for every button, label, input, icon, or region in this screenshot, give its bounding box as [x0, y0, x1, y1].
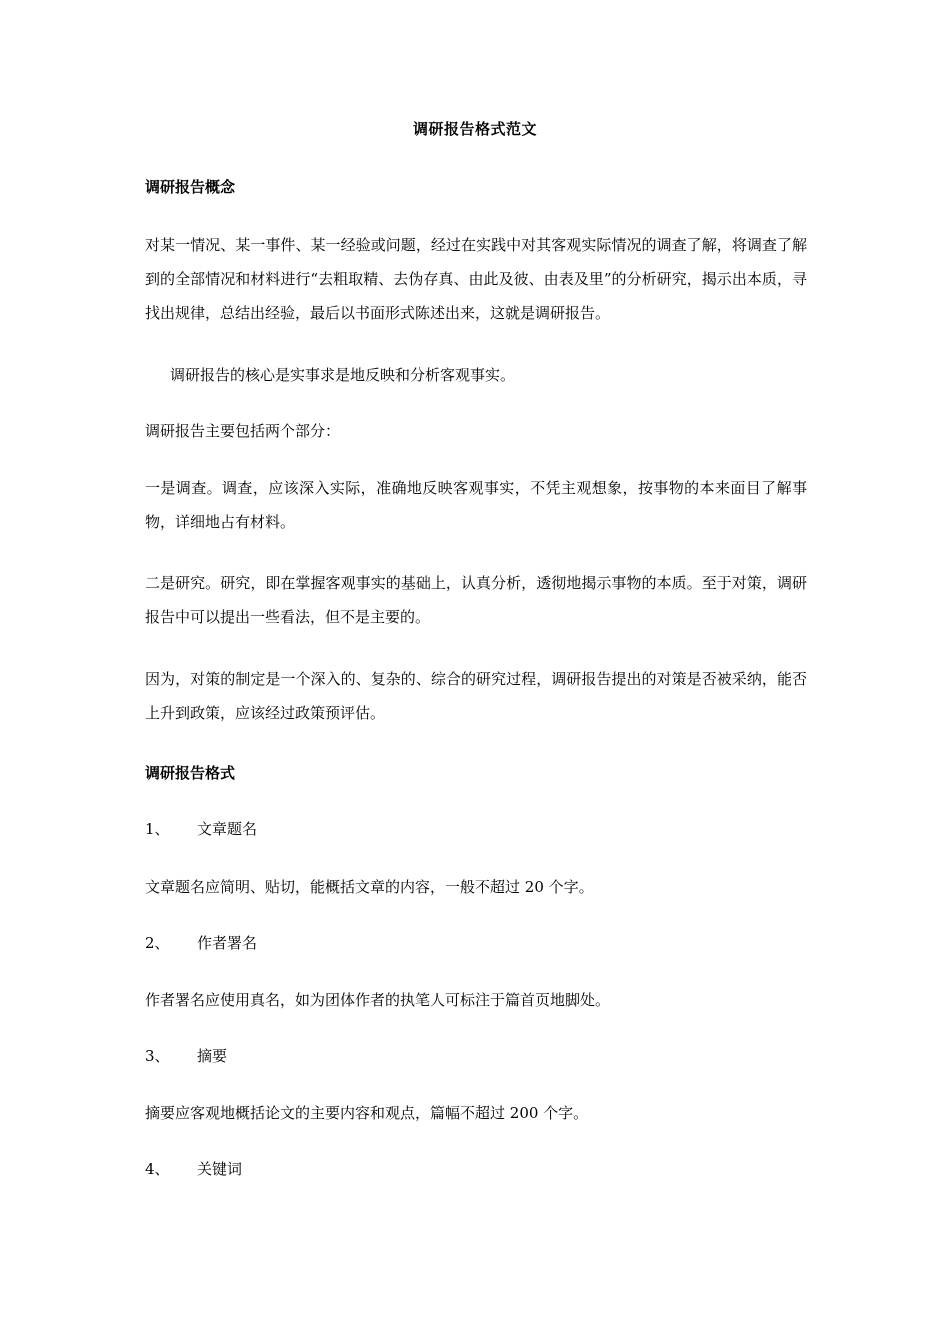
paragraph-investigation [145, 471, 807, 539]
paragraph-countermeasures [145, 662, 807, 730]
document-title: 调研报告格式范文 [412, 120, 537, 138]
list-item-keywords [145, 1158, 242, 1179]
paragraph-definition [145, 228, 807, 330]
paragraph-core [170, 358, 810, 392]
list-item-number: 1、 [145, 820, 170, 838]
paragraph-text: 调研报告主要包括两个部分： [145, 422, 341, 440]
paragraph-text: 一是调查。调查，应该深入实际，准确地反映客观事实，不凭主观想象，按事物的本来面目了解事物，详细地占有材料。 [145, 479, 807, 531]
list-item-description: 作者署名应使用真名，如为团体作者的执笔人可标注于篇首页地脚处。 [145, 991, 611, 1009]
list-item-number: 4、 [145, 1160, 170, 1178]
paragraph-text: 对某一情况、某一事件、某一经验或问题，经过在实践中对其客观实际情况的调查了解，将调查了解到的全部情况和材料进行“去粗取精、去伪存真、由此及彼、由表及里”的分析研究，揭示出本质，寻找出规律，总结出经验，最后以书面形式陈述出来，这就是调研报告。 [145, 236, 807, 322]
section-heading-concept: 调研报告概念 [145, 178, 236, 196]
list-item-label: 文章题名 [197, 820, 258, 838]
paragraph-parts-intro [145, 414, 807, 448]
list-item-label: 摘要 [197, 1047, 228, 1065]
list-item-title [145, 818, 257, 839]
list-item-description: 文章题名应简明、贴切，能概括文章的内容，一般不超过 20 个字。 [145, 878, 594, 896]
list-item-number: 3、 [145, 1047, 170, 1065]
list-item-label: 作者署名 [197, 934, 258, 952]
paragraph-text: 因为，对策的制定是一个深入的、复杂的、综合的研究过程，调研报告提出的对策是否被采纳，能否上升到政策，应该经过政策预评估。 [145, 670, 807, 722]
list-item-abstract [145, 1045, 227, 1066]
list-item-label: 关键词 [197, 1160, 243, 1178]
paragraph-text: 二是研究。研究，即在掌握客观事实的基础上，认真分析，透彻地揭示事物的本质。至于对策，调研报告中可以提出一些看法，但不是主要的。 [145, 574, 807, 626]
list-item-description: 摘要应客观地概括论文的主要内容和观点，篇幅不超过 200 个字。 [145, 1104, 589, 1122]
list-item-number: 2、 [145, 934, 170, 952]
list-item-author [145, 932, 257, 953]
paragraph-text: 调研报告的核心是实事求是地反映和分析客观事实。 [170, 366, 516, 384]
section-heading-format: 调研报告格式 [145, 764, 236, 782]
paragraph-research [145, 566, 807, 634]
